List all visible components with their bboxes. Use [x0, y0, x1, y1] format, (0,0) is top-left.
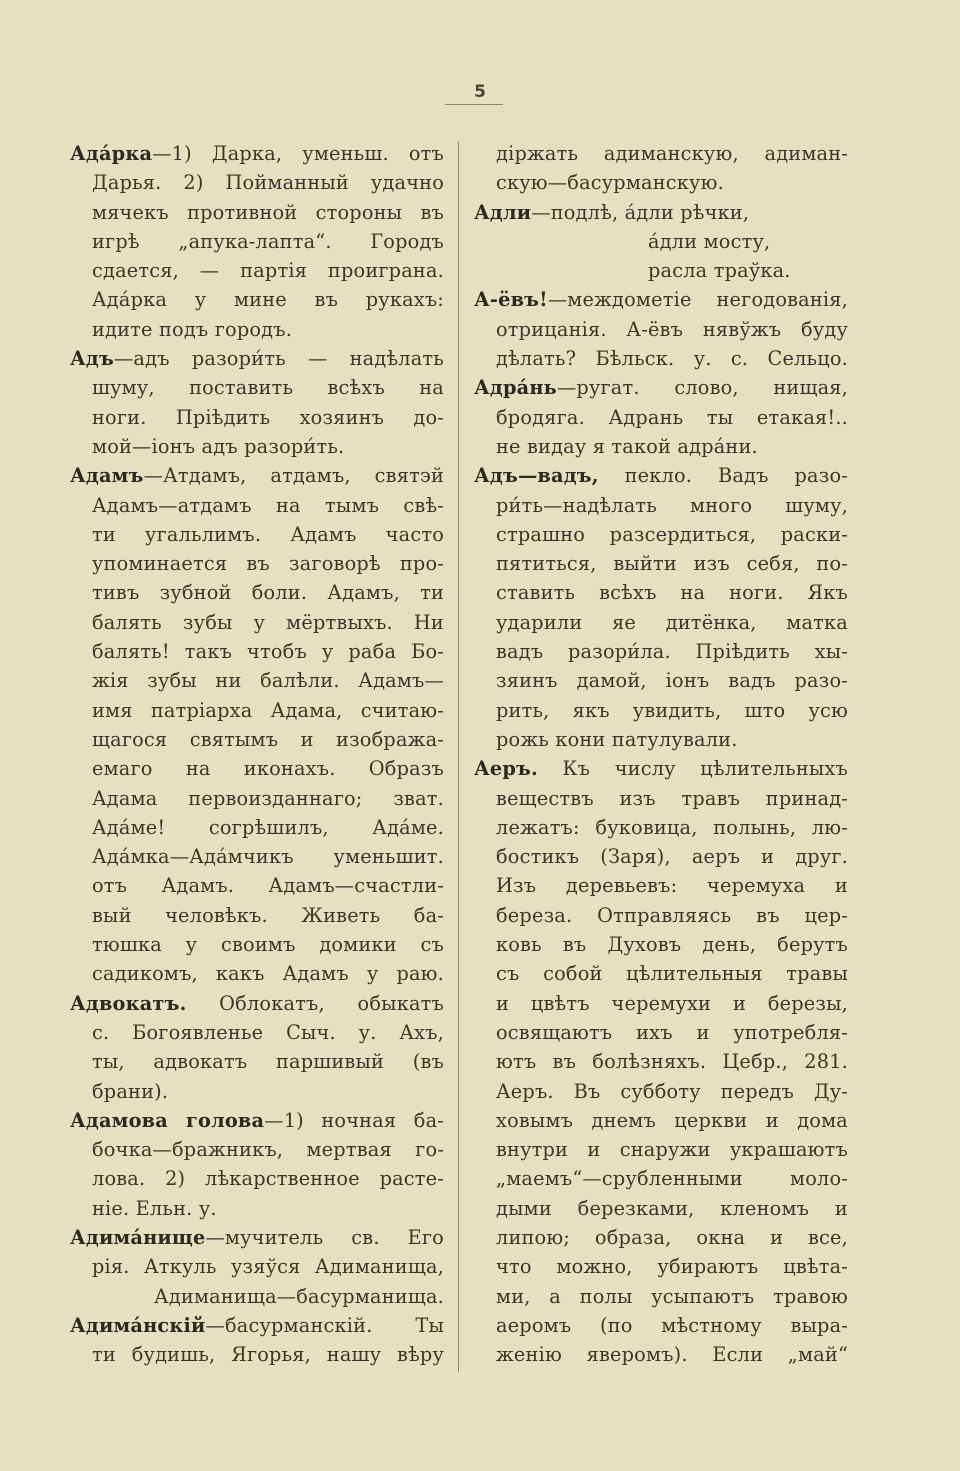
line-text: —Атдамъ, атдамъ, святэй	[143, 464, 444, 488]
line-text: отъ Адамъ. Адамъ—счастли-	[92, 874, 444, 898]
text-line	[70, 1282, 444, 1311]
line-text: упоминается въ заговорѣ про-	[92, 552, 444, 576]
line-text: бостикъ (Заря), аеръ и друг.	[496, 845, 848, 869]
line-text: лежатъ: буковица, полынь, лю-	[496, 815, 848, 839]
headword: Аеръ.	[474, 757, 538, 781]
text-line	[70, 1252, 444, 1281]
text-line	[474, 637, 848, 666]
text-line	[70, 1135, 444, 1164]
text-line	[70, 1077, 444, 1106]
text-line	[474, 227, 848, 256]
text-line	[70, 901, 444, 930]
headword: Адли	[474, 200, 532, 224]
column-divider	[458, 142, 459, 1372]
line-text: бродяга. Адрань ты етакая!..	[496, 405, 848, 429]
text-line	[70, 168, 444, 197]
headword: Адъ—вадъ,	[474, 464, 599, 488]
line-text: балять! такъ чтобъ у раба Бо-	[92, 640, 444, 664]
headword: Адъ	[70, 347, 114, 371]
line-text: мячекъ противной стороны въ	[92, 200, 444, 224]
text-line	[474, 784, 848, 813]
line-text: ноги. Пріѣдить хозяинъ до-	[92, 405, 444, 429]
text-line	[70, 813, 444, 842]
text-line	[474, 608, 848, 637]
header-rule	[445, 104, 503, 105]
line-text: что можно, убираютъ цвѣта-	[496, 1255, 848, 1279]
line-text: Адама первоизданнаго; зват.	[92, 786, 444, 810]
text-line	[474, 491, 848, 520]
line-text: емаго на иконахъ. Образъ	[92, 757, 444, 781]
line-text: аеромъ (по мѣстному выра-	[496, 1313, 848, 1337]
line-text: Ада́ме! согрѣшилъ, Ада́ме.	[92, 815, 444, 839]
line-text: расла траўка.	[648, 259, 791, 283]
text-line	[474, 520, 848, 549]
text-line	[474, 168, 848, 197]
text-line	[70, 432, 444, 461]
line-text: вадъ разори́ла. Пріѣдить хы-	[496, 640, 848, 664]
text-line	[474, 432, 848, 461]
line-text: ти угальлимъ. Адамъ часто	[92, 522, 444, 546]
text-line	[474, 1018, 848, 1047]
line-text: съ собой цѣлительныя травы	[496, 962, 848, 986]
line-text: ставить всѣхъ на ноги. Якъ	[496, 581, 848, 605]
line-text: пятиться, выйти изъ себя, по-	[496, 552, 848, 576]
line-text: ри́ть—надѣлать много шуму,	[496, 493, 848, 517]
text-line	[474, 696, 848, 725]
line-text: а́дли мосту,	[648, 229, 771, 253]
text-line	[474, 1106, 848, 1135]
text-line	[474, 315, 848, 344]
entry-headline	[70, 1223, 444, 1252]
line-text: —1) ночная ба-	[264, 1108, 444, 1132]
entry-headline	[474, 285, 848, 314]
text-line	[70, 1340, 444, 1369]
text-line	[474, 403, 848, 432]
text-line	[70, 637, 444, 666]
line-text: липою; образа, окна и все,	[496, 1225, 848, 1249]
text-line	[474, 1311, 848, 1340]
right-column	[474, 139, 848, 1369]
text-line	[474, 1282, 848, 1311]
line-text: Адамъ—атдамъ на тымъ свѣ-	[92, 493, 444, 517]
line-text: тивъ зубной боли. Адамъ, ти	[92, 581, 444, 605]
line-text: —1) Дарка, уменьш. отъ	[152, 142, 444, 165]
line-text: рія. Аткуль узяўся Адиманища,	[92, 1255, 444, 1279]
line-text: пекло. Вадъ разо-	[598, 464, 848, 488]
line-text: шуму, поставить всѣхъ на	[92, 376, 444, 400]
line-text: дiржать адиманскую, адиман-	[496, 142, 848, 165]
line-text: дыми березками, кленомъ и	[496, 1196, 848, 1220]
line-text: брани).	[92, 1079, 169, 1103]
headword: Адвокатъ.	[70, 991, 187, 1015]
line-text: игрѣ „апука-лапта“. Городъ	[92, 229, 444, 253]
text-line	[70, 491, 444, 520]
entry-headline	[70, 989, 444, 1018]
headword: А-ёвъ!	[474, 288, 548, 312]
text-line	[474, 725, 848, 754]
entry-headline	[474, 373, 848, 402]
line-text: лова. 2) лѣкарственное расте-	[92, 1167, 444, 1191]
text-line	[70, 608, 444, 637]
text-line	[70, 1164, 444, 1193]
entry-headline	[474, 198, 848, 227]
text-line	[70, 549, 444, 578]
entry-headline	[70, 1311, 444, 1340]
text-line	[474, 842, 848, 871]
text-line	[474, 1252, 848, 1281]
text-line	[474, 1223, 848, 1252]
headword: Адима́нище	[70, 1225, 206, 1249]
line-text: и цвѣтъ черемухи и березы,	[496, 991, 848, 1015]
text-line	[70, 285, 444, 314]
headword: Адамъ	[70, 464, 144, 488]
text-line	[474, 256, 848, 285]
text-line	[70, 315, 444, 344]
line-text: Къ числу цѣлительныхъ	[537, 757, 848, 781]
line-text: Адиманища—басурманища.	[154, 1284, 444, 1308]
text-line	[70, 754, 444, 783]
line-text: жія зубы ни балѣли. Адамъ—	[92, 669, 444, 693]
text-line	[70, 930, 444, 959]
headword: Адра́нь	[474, 376, 557, 400]
text-line	[474, 813, 848, 842]
page-number: 5	[474, 82, 486, 102]
text-line	[474, 666, 848, 695]
text-line	[70, 784, 444, 813]
line-text: ти будишь, Ягорья, нашу вѣру	[92, 1343, 444, 1367]
line-text: ніе. Ельн. у.	[92, 1196, 217, 1220]
line-text: скую—басурманскую.	[496, 171, 724, 195]
line-text: береза. Отправляясь въ цер-	[496, 903, 848, 927]
line-text: ты, адвокатъ паршивый (въ	[92, 1050, 444, 1074]
entry-headline	[70, 1106, 444, 1135]
line-text: рить, якъ увидить, што усю	[496, 698, 848, 722]
line-text: —подлѣ, а́дли рѣчки,	[531, 200, 750, 224]
line-text: зяинъ дамой, іонъ вадъ разо-	[496, 669, 848, 693]
line-text: садикомъ, какъ Адамъ у раю.	[92, 962, 444, 986]
text-line	[474, 930, 848, 959]
text-line	[70, 842, 444, 871]
text-line	[474, 1340, 848, 1369]
line-text: —междометіе негодованія,	[547, 288, 848, 312]
line-text: внутри и снаружи украшаютъ	[496, 1138, 848, 1162]
text-line	[70, 959, 444, 988]
text-line	[474, 1047, 848, 1076]
text-line	[474, 959, 848, 988]
text-line	[474, 989, 848, 1018]
text-line	[70, 725, 444, 754]
headword: Ада́рка	[70, 142, 153, 165]
line-text: Аеръ. Въ субботу передъ Ду-	[496, 1079, 848, 1103]
text-line	[70, 1047, 444, 1076]
text-line	[474, 871, 848, 900]
text-line	[70, 403, 444, 432]
text-line	[70, 227, 444, 256]
line-text: ми, а полы усыпаютъ травою	[496, 1284, 848, 1308]
line-text: идите подъ городъ.	[92, 317, 293, 341]
line-text: ковь въ Духовъ день, берутъ	[496, 933, 848, 957]
line-text: ховымъ днемъ церкви и дома	[496, 1108, 848, 1132]
text-line	[70, 871, 444, 900]
text-line	[70, 666, 444, 695]
text-line	[474, 1077, 848, 1106]
text-line	[70, 1194, 444, 1223]
text-line	[474, 578, 848, 607]
line-text: Облокатъ, обыкатъ	[186, 991, 444, 1015]
line-text: ютъ въ болѣзняхъ. Цебр., 281.	[496, 1050, 848, 1074]
text-line	[474, 139, 848, 168]
line-text: Ада́мка—Ада́мчикъ уменьшит.	[92, 845, 444, 869]
line-text: освящаютъ ихъ и употребля-	[496, 1020, 848, 1044]
headword: Адамова голова	[70, 1108, 265, 1132]
text-line	[70, 256, 444, 285]
line-text: вый человѣкъ. Живеть ба-	[92, 903, 444, 927]
line-text: —басурманскій. Ты	[205, 1313, 444, 1337]
line-text: бочка—бражникъ, мертвая го-	[92, 1138, 444, 1162]
line-text: сдается, — партія проиграна.	[92, 259, 444, 283]
text-line	[70, 198, 444, 227]
text-line	[70, 696, 444, 725]
line-text: Ада́рка у мине въ рукахъ:	[92, 288, 444, 312]
line-text: отрицанія. А-ёвъ нявўжъ буду	[496, 317, 848, 341]
line-text: тюшка у своимъ домики съ	[92, 933, 444, 957]
entry-headline	[474, 754, 848, 783]
line-text: с. Богоявленье Сыч. у. Ахъ,	[92, 1020, 444, 1044]
line-text: Изъ деревьевъ: черемуха и	[496, 874, 848, 898]
text-line	[474, 1135, 848, 1164]
left-column	[70, 139, 444, 1369]
entry-headline	[70, 461, 444, 490]
line-text: —адъ разори́ть — надѣлать	[113, 347, 444, 371]
text-line	[70, 373, 444, 402]
entry-headline	[70, 139, 444, 168]
text-line	[474, 1194, 848, 1223]
line-text: дѣлать? Бѣльск. у. с. Сельцо.	[496, 347, 848, 371]
line-text: щагося святымъ и изобража-	[92, 727, 444, 751]
line-text: страшно разсердиться, раски-	[496, 522, 848, 546]
line-text: Дарья. 2) Пойманный удачно	[92, 171, 444, 195]
entry-headline	[474, 461, 848, 490]
line-text: —ругат. слово, нищая,	[556, 376, 848, 400]
line-text: —мучитель св. Его	[205, 1225, 444, 1249]
text-line	[474, 549, 848, 578]
entry-headline	[70, 344, 444, 373]
text-line	[474, 344, 848, 373]
line-text: не видау я такой адра́ни.	[496, 434, 758, 458]
line-text: „маемъ“—срубленными моло-	[496, 1167, 848, 1191]
line-text: веществъ изъ травъ принад-	[496, 786, 848, 810]
text-line	[70, 578, 444, 607]
text-line	[70, 520, 444, 549]
line-text: имя патріарха Адама, считаю-	[92, 698, 444, 722]
headword: Адима́нскій	[70, 1313, 206, 1337]
line-text: мой—іонъ адъ разори́ть.	[92, 434, 345, 458]
line-text: ударили яе дитёнка, матка	[496, 610, 848, 634]
text-line	[474, 901, 848, 930]
text-line	[474, 1164, 848, 1193]
line-text: рожь кони патулували.	[496, 727, 738, 751]
line-text: женію яверомъ). Если „май“	[496, 1343, 848, 1367]
text-line	[70, 1018, 444, 1047]
line-text: балять зубы у мёртвыхъ. Ни	[92, 610, 444, 634]
